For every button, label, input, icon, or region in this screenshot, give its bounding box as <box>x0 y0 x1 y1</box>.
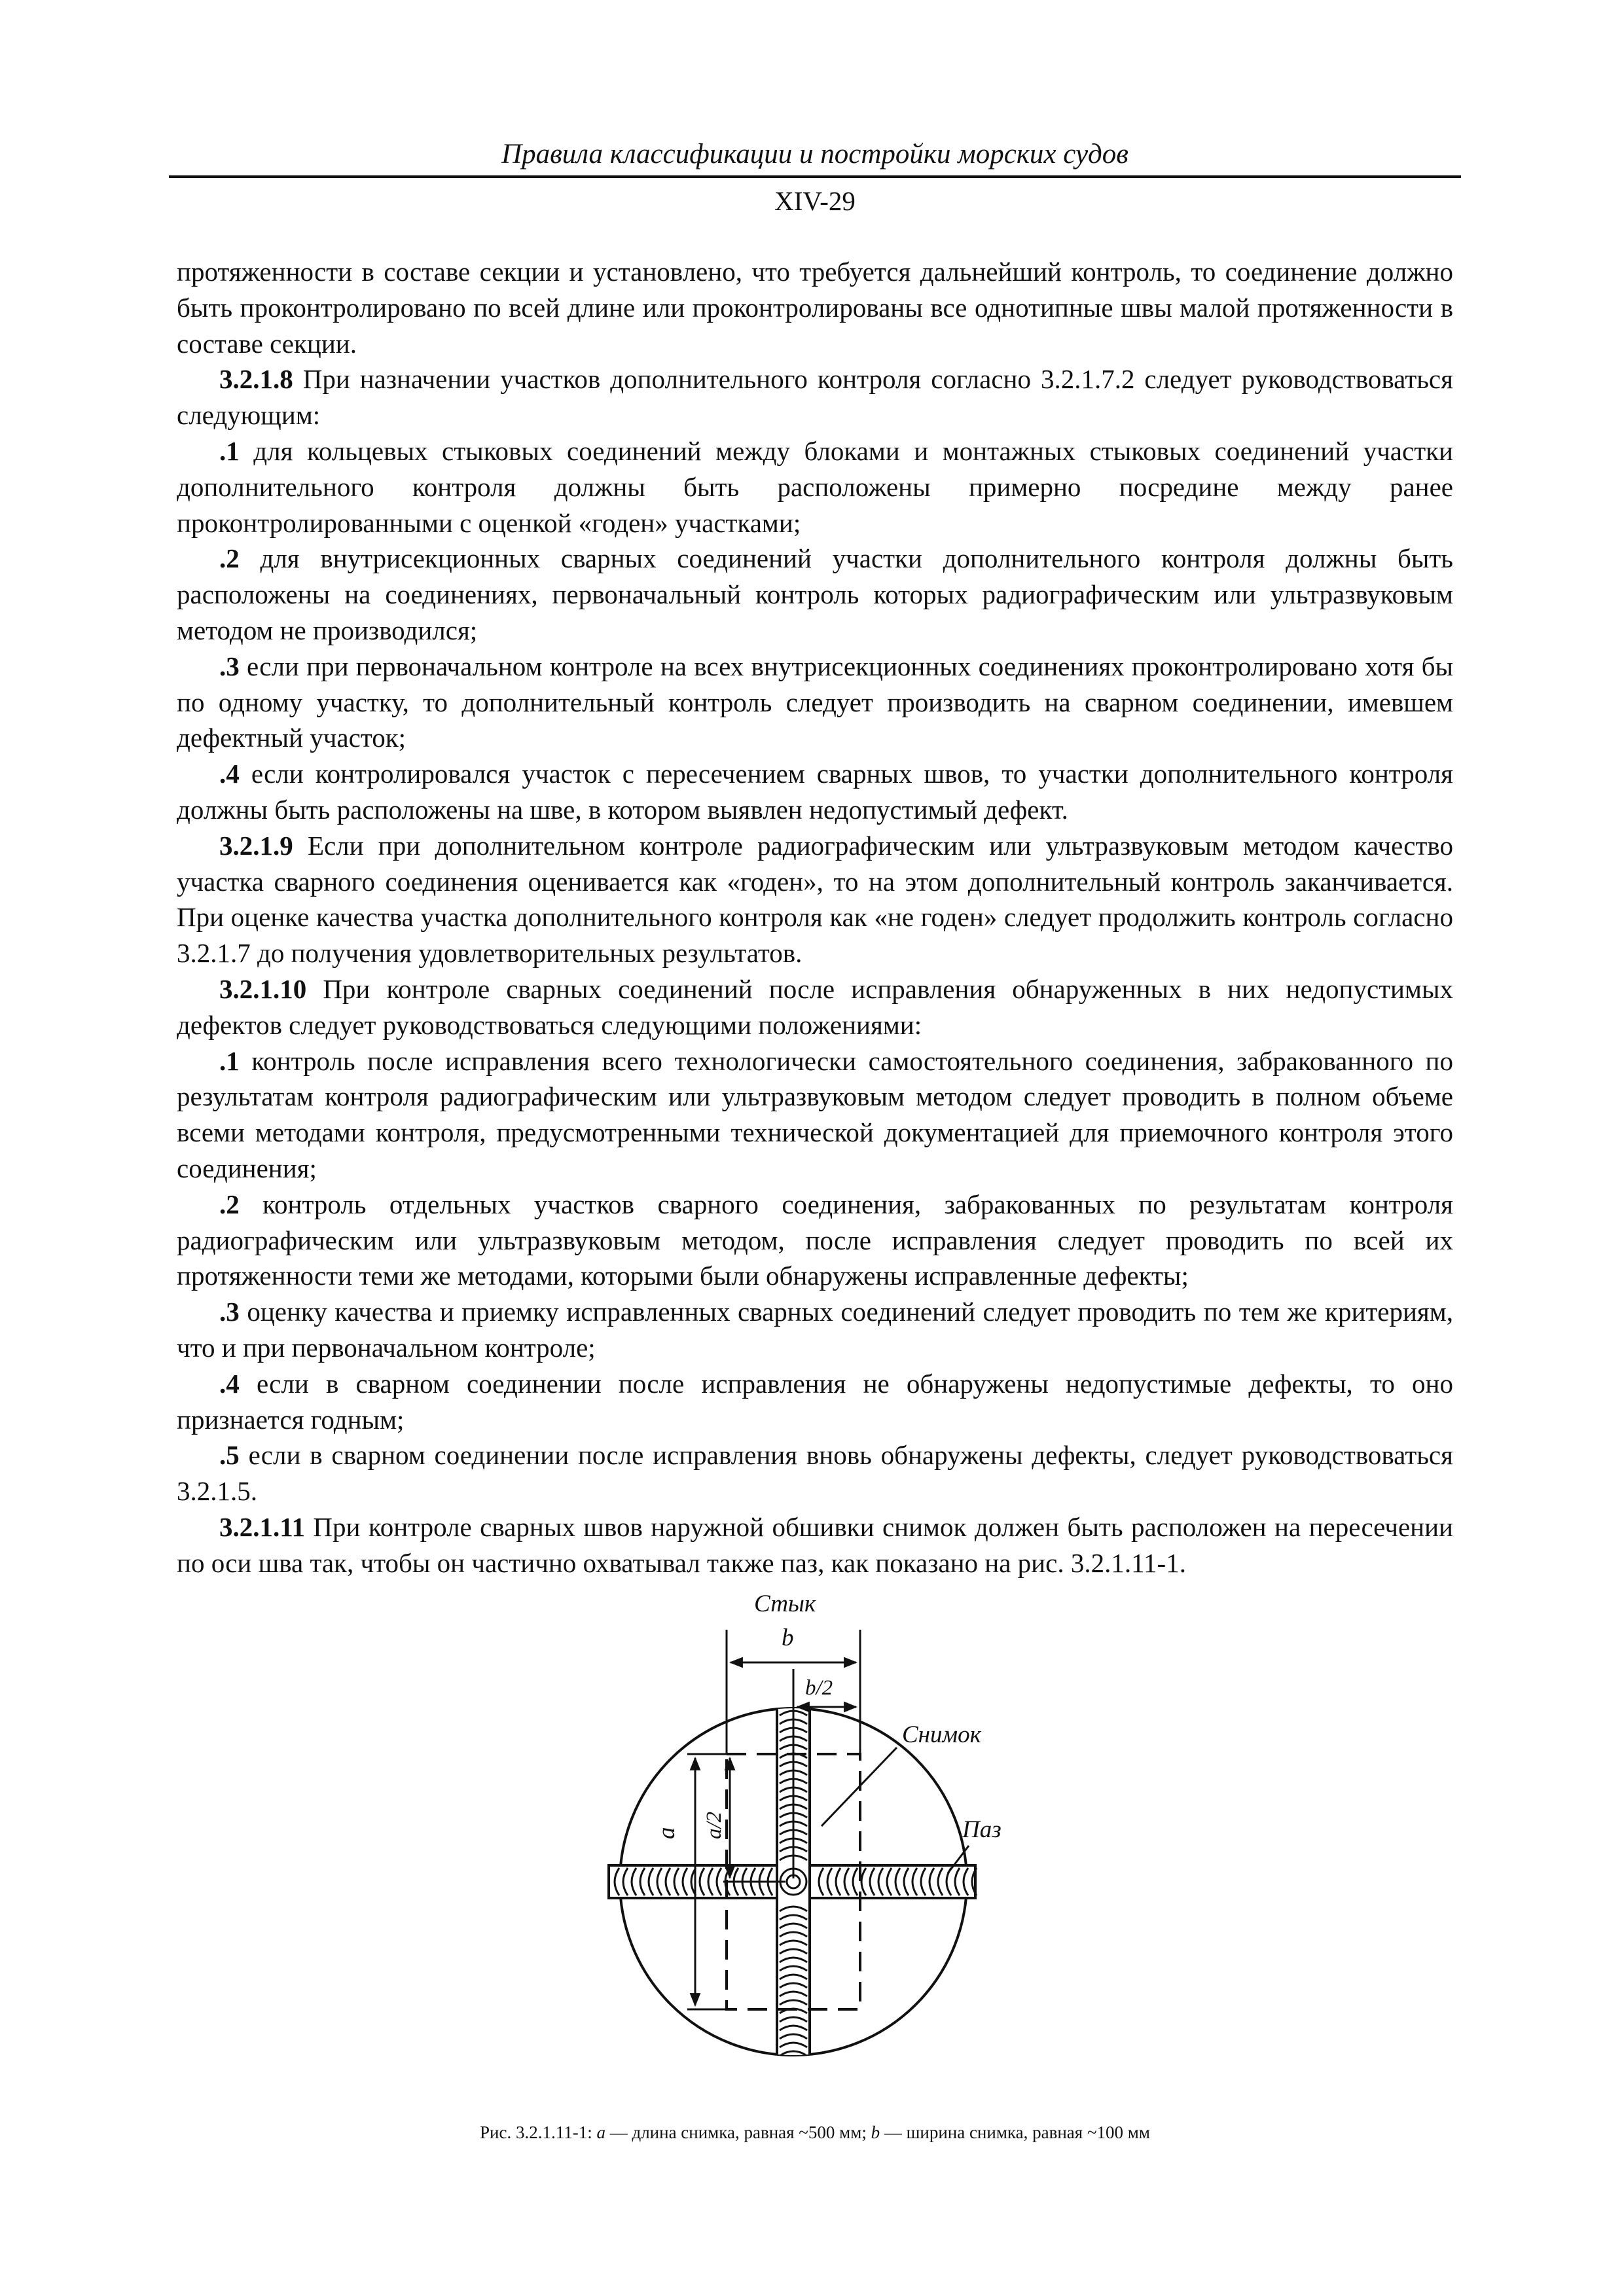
film-label: Снимок <box>902 1721 981 1748</box>
clause-number: 3.2.1.9 <box>219 830 293 861</box>
caption-a-value: ~500 мм; <box>799 2123 871 2142</box>
weld-radiography-figure <box>589 1590 1047 2062</box>
paragraph-3-2-1-9 <box>177 828 1453 971</box>
paragraph-text: контроль после исправления всего технологически самостоятельного соединения, забракованного по результатам контроля радиографическим или ультразвуковым методом следует проводить в полном объеме всеми методами контроля, предусмотренными технической документацией для приемочного контроля этого соединения; <box>177 1045 1453 1183</box>
paragraph-text: При контроле сварных швов наружной обшивки снимок должен быть расположен на пересечении по оси шва так, чтобы он частично охватывал также паз, как показано на рис. 3.2.1.11-1. <box>177 1511 1453 1578</box>
paragraph-text: если в сварном соединении после исправления вновь обнаружены дефекты, следует руководствоваться 3.2.1.5. <box>177 1440 1453 1507</box>
item-number: .2 <box>219 1189 240 1219</box>
running-header-title: Правила классификации и постройки морских судов <box>501 139 1128 170</box>
b-label: b <box>782 1624 794 1651</box>
paragraph-text: для внутрисекционных сварных соединений участки дополнительного контроля должны быть расположены на соединениях, первоначальный контроль которых радиографическим или ультразвуковым методом не производился; <box>177 543 1453 645</box>
item-number: .3 <box>219 651 240 681</box>
figure-caption <box>169 2121 1461 2144</box>
a-half-label: a/2 <box>702 1811 726 1839</box>
paragraph-text: если при первоначальном контроле на всех внутрисекционных соединениях проконтролировано хотя бы по одному участку, то дополнительный контроль следует производить на сварном соединении, имевшем дефектный участок; <box>177 651 1453 753</box>
paragraph-text: При контроле сварных соединений после исправления обнаруженных в них недопустимых дефектов следует руководствоваться следующими положениями: <box>177 973 1453 1040</box>
paragraph-3-2-1-10-item-1 <box>177 1043 1453 1187</box>
item-number: .2 <box>219 543 240 574</box>
paragraph-text: протяженности в составе секции и установлено, что требуется дальнейший контроль, то соединение должно быть проконтролировано по всей длине или проконтролированы все однотипные швы малой протяженности в составе секции. <box>177 257 1453 359</box>
body-text <box>177 254 1453 1581</box>
clause-number: 3.2.1.8 <box>219 364 293 395</box>
paragraph-3-2-1-8-item-3 <box>177 649 1453 756</box>
caption-a-symbol: a <box>596 2123 605 2142</box>
item-number: .4 <box>219 759 240 789</box>
seam-label: Паз <box>962 1816 1001 1843</box>
a-label: a <box>653 1827 680 1839</box>
caption-b-symbol: b <box>871 2123 880 2142</box>
caption-a-text: — длина снимка, равная <box>605 2123 799 2142</box>
caption-prefix: Рис. 3.2.1.11-1: <box>480 2123 597 2142</box>
paragraph-3-2-1-10-item-4 <box>177 1366 1453 1438</box>
item-number: .4 <box>219 1368 240 1399</box>
item-number: .5 <box>219 1440 240 1471</box>
paragraph-3-2-1-10-item-3 <box>177 1294 1453 1366</box>
paragraph-text: контроль отдельных участков сварного соединения, забракованных по результатам контроля радиографическим или ультразвуковым методом, после исправления следует проводить по всей их протяженности теми же методами, которыми были обнаружены исправленные дефекты; <box>177 1189 1453 1291</box>
paragraph-3-2-1-10 <box>177 971 1453 1043</box>
item-number: .1 <box>219 435 240 466</box>
clause-number: 3.2.1.11 <box>219 1511 305 1542</box>
paragraph-text: для кольцевых стыковых соединений между блоками и монтажных стыковых соединений участки дополнительного контроля должны быть расположены примерно посредине между ранее проконтролированными с оценкой «годен» участками; <box>177 435 1453 538</box>
b-half-label: b/2 <box>805 1676 833 1700</box>
caption-b-value: ~100 мм <box>1087 2123 1150 2142</box>
header-rule <box>169 175 1461 178</box>
paragraph-3-2-1-11 <box>177 1509 1453 1581</box>
page-number: XIV-29 <box>774 186 856 216</box>
paragraph-text: если контролировался участок с пересечением сварных швов, то участки дополнительного контроля должны быть расположены на шве, в котором выявлен недопустимый дефект. <box>177 759 1453 825</box>
paragraph-text: если в сварном соединении после исправления не обнаружены недопустимые дефекты, то оно признается годным; <box>177 1368 1453 1435</box>
paragraph-3-2-1-8 <box>177 361 1453 433</box>
butt-label: Стык <box>754 1590 816 1617</box>
paragraph-text: Если при дополнительном контроле радиографическим или ультразвуковым методом качество участка сварного соединения оценивается как «годен», то на этом дополнительный контроль заканчивается. При оценке качества участка дополнительного контроля как «не годен» следует продолжить контроль согласно 3.2.1.7 до получения удовлетворительных результатов. <box>177 830 1453 969</box>
clause-number: 3.2.1.10 <box>219 973 307 1004</box>
caption-b-text: — ширина снимка, равная <box>880 2123 1087 2142</box>
paragraph-3-2-1-8-item-4 <box>177 756 1453 828</box>
paragraph-continuation <box>177 254 1453 361</box>
paragraph-text: оценку качества и приемку исправленных сварных соединений следует проводить по тем же критериям, что и при первоначальном контроле; <box>177 1297 1453 1363</box>
item-number: .3 <box>219 1297 240 1327</box>
paragraph-3-2-1-10-item-2 <box>177 1187 1453 1294</box>
item-number: .1 <box>219 1045 240 1076</box>
paragraph-3-2-1-8-item-2 <box>177 541 1453 648</box>
paragraph-text: При назначении участков дополнительного контроля согласно 3.2.1.7.2 следует руководствоваться следующим: <box>177 364 1453 431</box>
paragraph-3-2-1-10-item-5 <box>177 1437 1453 1509</box>
paragraph-3-2-1-8-item-1 <box>177 433 1453 541</box>
